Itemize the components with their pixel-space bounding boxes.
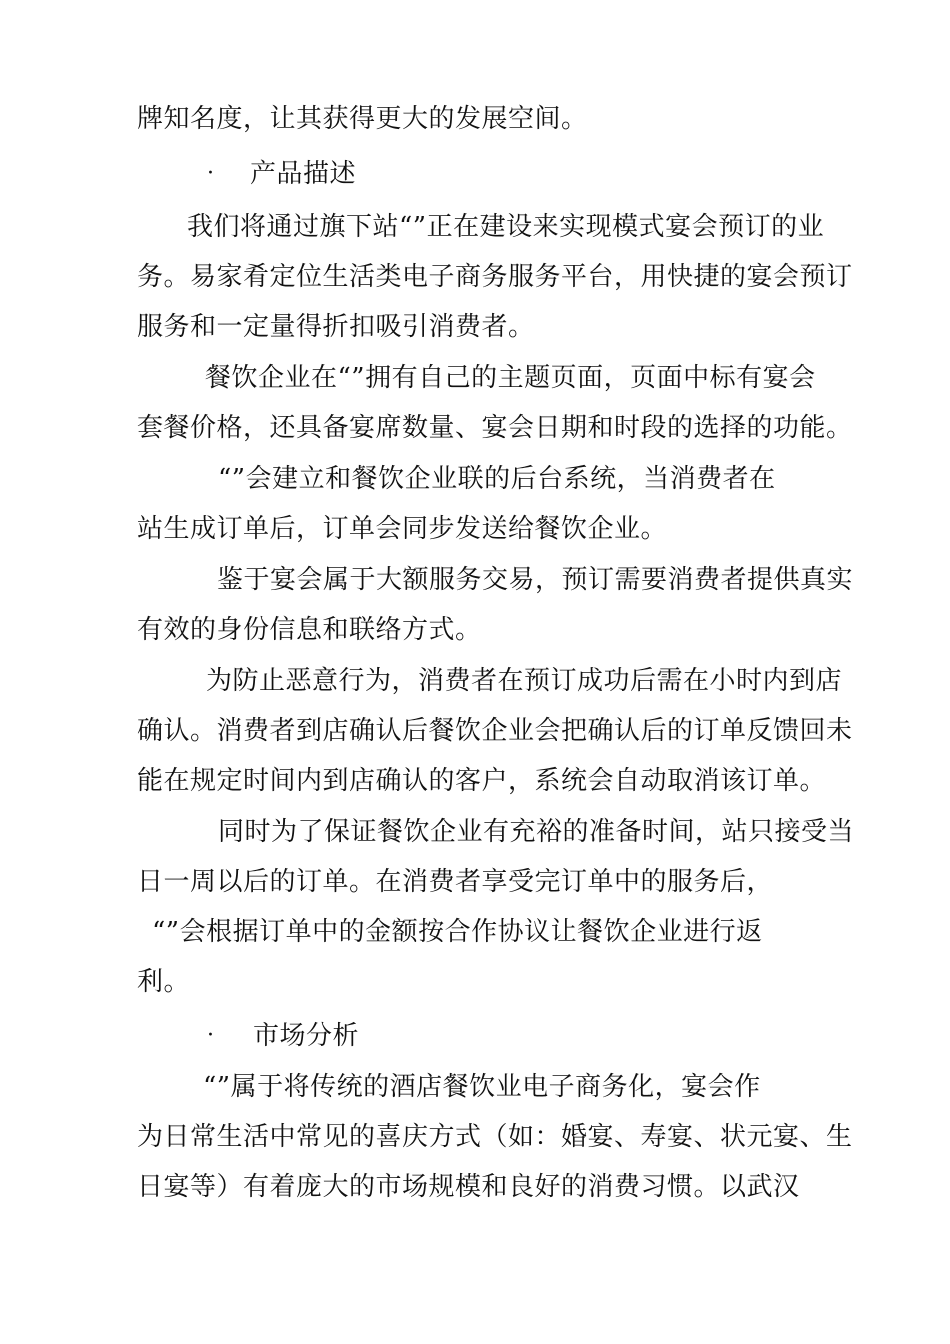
paragraph-line: 站生成订单后，订单会同步发送给餐饮企业。 <box>137 514 668 544</box>
paragraph-line: 确认。消费者到店确认后餐饮企业会把确认后的订单反馈回未 <box>137 716 853 746</box>
section-heading-market: 市场分析 <box>253 1021 360 1051</box>
paragraph-line: 套餐价格，还具备宴席数量、宴会日期和时段的选择的功能。 <box>137 413 853 443</box>
section-heading-product: 产品描述 <box>250 159 357 189</box>
paragraph-line: 牌知名度，让其获得更大的发展空间。 <box>137 104 588 134</box>
paragraph-line: 务。易家肴定位生活类电子商务服务平台，用快捷的宴会预订 <box>137 262 853 292</box>
paragraph-line: 我们将通过旗下站“”正在建设来实现模式宴会预订的业 <box>187 212 825 242</box>
paragraph-line: 为日常生活中常见的喜庆方式（如：婚宴、寿宴、状元宴、生 <box>137 1122 853 1152</box>
bullet-marker: · <box>207 161 214 186</box>
paragraph-line: 日一周以后的订单。在消费者享受完订单中的服务后， <box>137 867 774 897</box>
paragraph-line: 餐饮企业在“”拥有自己的主题页面，页面中标有宴会 <box>205 363 816 393</box>
bullet-marker: · <box>207 1023 214 1048</box>
paragraph-line: “”会根据订单中的金额按合作协议让餐饮企业进行返 <box>152 917 763 947</box>
paragraph-line: 鉴于宴会属于大额服务交易，预订需要消费者提供真实 <box>217 565 854 595</box>
paragraph-line: 日宴等）有着庞大的市场规模和良好的消费习惯。以武汉 <box>137 1172 800 1202</box>
paragraph-line: 利。 <box>137 967 191 997</box>
paragraph-line: “”属于将传统的酒店餐饮业电子商务化，宴会作 <box>203 1072 761 1102</box>
paragraph-line: “”会建立和餐饮企业联的后台系统，当消费者在 <box>218 464 776 494</box>
paragraph-line: 能在规定时间内到店确认的客户，系统会自动取消该订单。 <box>137 766 827 796</box>
paragraph-line: 为防止恶意行为，消费者在预订成功后需在小时内到店 <box>206 666 843 696</box>
paragraph-line: 有效的身份信息和联络方式。 <box>137 615 482 645</box>
paragraph-line: 同时为了保证餐饮企业有充裕的准备时间，站只接受当 <box>218 817 855 847</box>
paragraph-line: 服务和一定量得折扣吸引消费者。 <box>137 312 535 342</box>
